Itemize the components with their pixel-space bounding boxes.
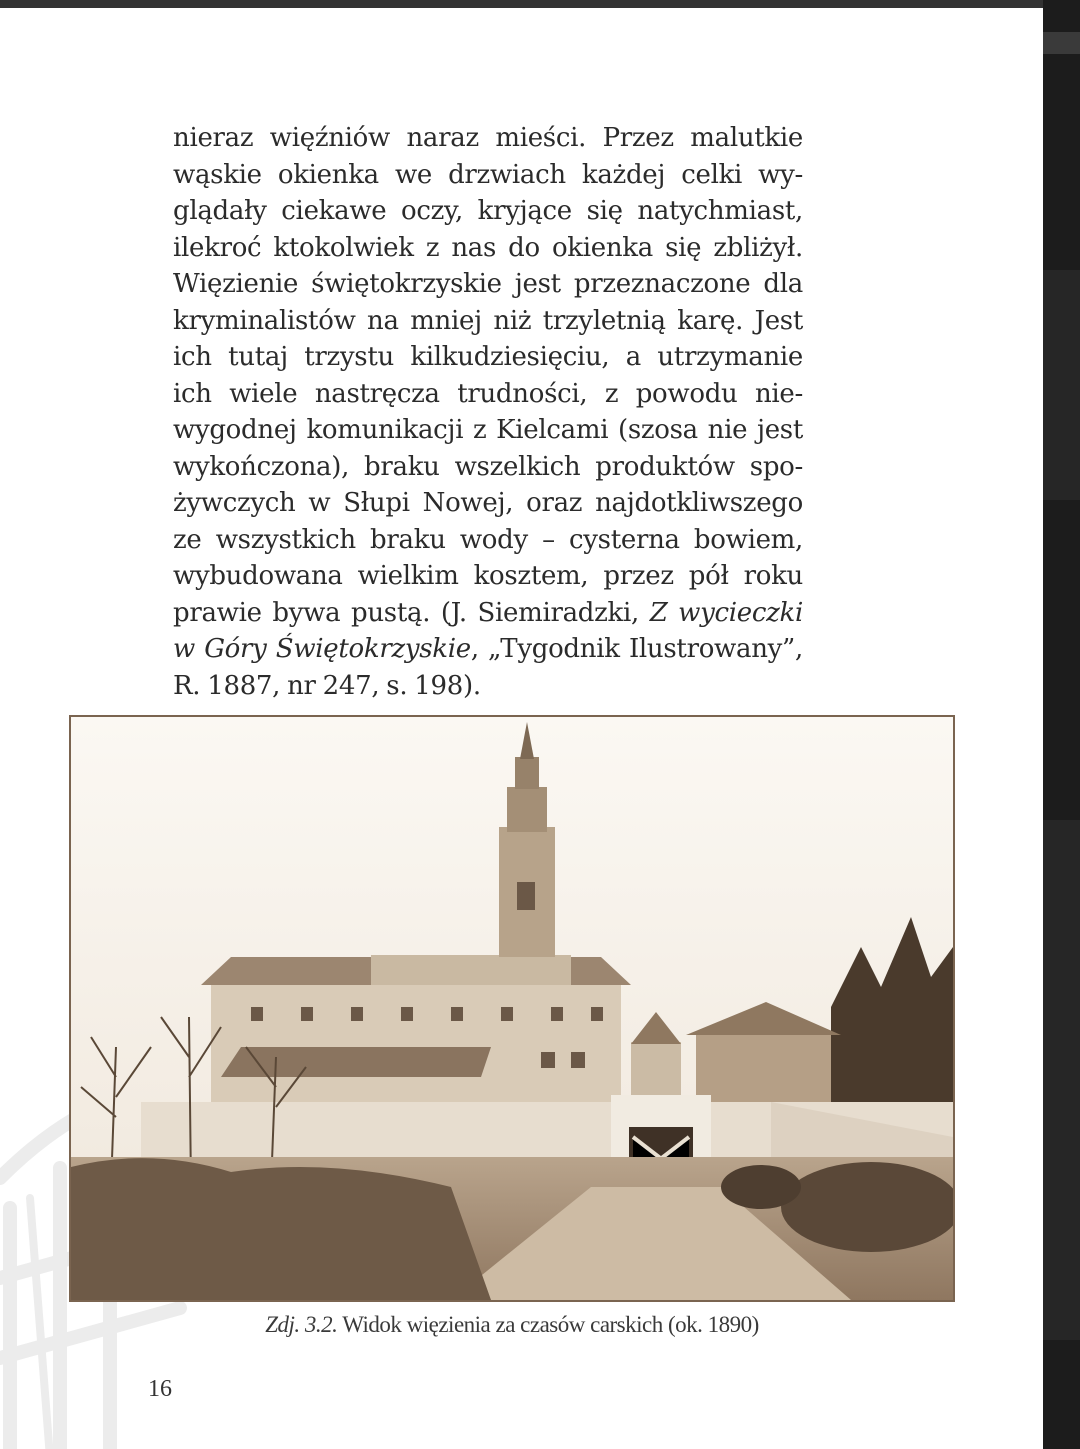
- caption-label: Zdj. 3.2.: [265, 1312, 338, 1337]
- text-line: kryminalistów na mniej niż trzyletnią karę. Jest: [173, 305, 803, 336]
- prison-photo-illustration: [71, 717, 953, 1300]
- text-line: ilekroć ktokolwiek z nas do okienka się zbliżył.: [173, 232, 803, 263]
- text-line: glądały ciekawe oczy, kryjące się natychmiast,: [173, 196, 803, 226]
- text-line: ich wiele nastręcza trudności, z powodu nie-: [173, 378, 803, 409]
- text-line: Więzienie świętokrzyskie jest przeznaczone dla: [173, 269, 803, 299]
- text-line: ze wszystkich braku wody – cysterna bowiem,: [173, 524, 803, 555]
- text-line: wykończona), braku wszelkich produktów spo-: [173, 451, 803, 482]
- viewer-side-strip: [1043, 0, 1080, 1449]
- viewer-top-bar: [0, 0, 1045, 8]
- text-line: wąskie okienka we drzwiach każdej celki wy-: [173, 159, 803, 190]
- photo-caption: [69, 1312, 955, 1338]
- citation-title-part1: Z wycieczki: [649, 597, 803, 628]
- text-line: nieraz więźniów naraz mieści. Przez malutkie: [173, 123, 803, 153]
- book-page: [0, 8, 1043, 1449]
- citation-author: prawie bywa pustą. (J. Siemiradzki,: [173, 597, 650, 628]
- citation-line-3: R. 1887, nr 247, s. 198).: [173, 670, 481, 701]
- historic-photo: [69, 715, 955, 1302]
- citation-journal: , „Tygodnik Ilustrowany”,: [470, 634, 803, 664]
- text-line: ich tutaj trzystu kilkudziesięciu, a utrzymanie: [173, 342, 803, 372]
- page-number: 16: [148, 1376, 172, 1402]
- citation-line-2: [173, 631, 803, 668]
- caption-text: Widok więzienia za czasów carskich (ok. 1890): [337, 1312, 759, 1337]
- text-line: wygodnej komunikacji z Kielcami (szosa nie jest: [173, 415, 803, 445]
- body-text: [173, 120, 803, 704]
- citation-line-1: [173, 595, 803, 632]
- text-line: żywczych w Słupi Nowej, oraz najdotkliwszego: [173, 488, 803, 518]
- citation-title-part2: w Góry Świętokrzyskie: [173, 634, 471, 664]
- text-line: wybudowana wielkim kosztem, przez pół roku: [173, 561, 803, 591]
